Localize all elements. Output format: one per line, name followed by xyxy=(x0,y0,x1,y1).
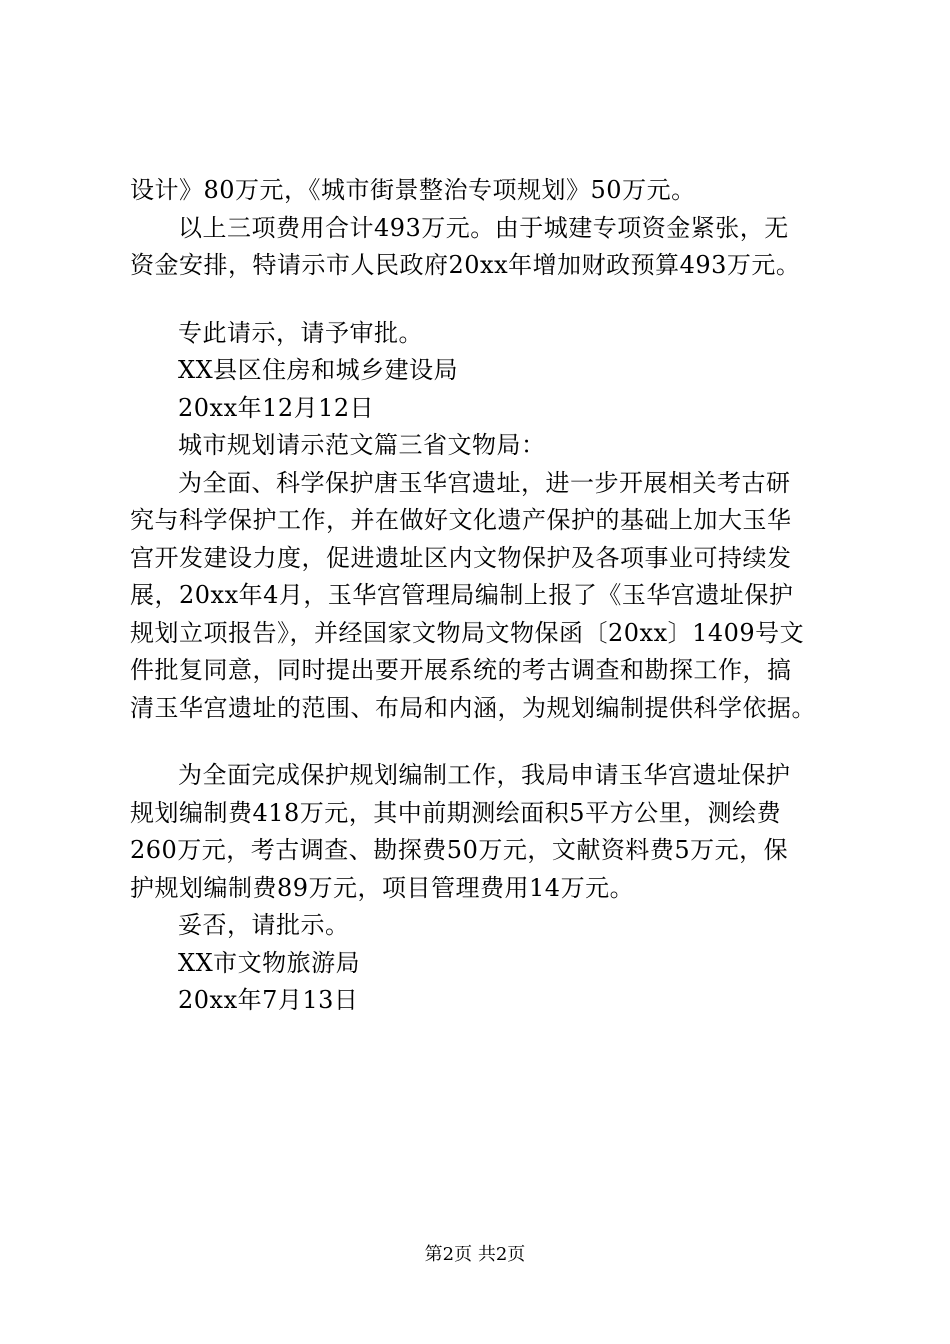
text-line: 为全面完成保护规划编制工作，我局申请玉华宫遗址保护 xyxy=(178,761,791,789)
text-line: XX市文物旅游局 xyxy=(178,948,361,977)
text-line: 资金安排，特请示市人民政府20xx年增加财政预算493万元。 xyxy=(130,251,801,279)
paragraph-1 xyxy=(130,172,830,210)
closing-request xyxy=(130,315,830,353)
signature-org-1 xyxy=(130,352,830,390)
text-line: 260万元，考古调查、勘探费50万元，文献资料费5万元，保 xyxy=(130,836,789,864)
text-line: 城市规划请示范文篇三省文物局： xyxy=(178,431,546,459)
text-line: 设计》80万元，《城市街景整治专项规划》50万元。 xyxy=(130,176,696,204)
text-line: 究与科学保护工作，并在做好文化遗产保护的基础上加大玉华 xyxy=(130,506,792,534)
paragraph-gap xyxy=(130,727,830,757)
signature-date-1 xyxy=(130,390,830,428)
paragraph-3 xyxy=(130,465,830,728)
text-line: 清玉华宫遗址的范围、布局和内涵，为规划编制提供科学依据。 xyxy=(130,693,816,722)
closing-request-2 xyxy=(130,907,830,945)
section-heading xyxy=(130,427,830,465)
text-line: 专此请示，请予审批。 xyxy=(178,318,423,347)
document-body xyxy=(130,172,830,1020)
text-line: 规划立项报告》，并经国家文物局文物保函〔20xx〕1409号文 xyxy=(130,618,805,647)
signature-date-2 xyxy=(130,982,830,1020)
text-line: 以上三项费用合计493万元。由于城建专项资金紧张，无 xyxy=(178,213,789,242)
text-line: 为全面、科学保护唐玉华宫遗址，进一步开展相关考古研 xyxy=(178,468,791,497)
text-line: XX县区住房和城乡建设局 xyxy=(178,356,459,384)
text-line: 件批复同意，同时提出要开展系统的考古调查和勘探工作，搞 xyxy=(130,656,792,684)
text-line: 妥否，请批示。 xyxy=(178,911,350,939)
text-line: 护规划编制费89万元，项目管理费用14万元。 xyxy=(130,873,635,902)
text-line: 20xx年12月12日 xyxy=(178,393,375,422)
text-line: 展，20xx年4月，玉华宫管理局编制上报了《玉华宫遗址保护 xyxy=(130,581,794,609)
paragraph-gap xyxy=(130,285,830,315)
signature-org-2 xyxy=(130,945,830,983)
page-number-footer: 第2页 共2页 xyxy=(424,1244,526,1265)
text-line: 20xx年7月13日 xyxy=(178,986,359,1014)
paragraph-4 xyxy=(130,757,830,907)
paragraph-2 xyxy=(130,210,830,285)
text-line: 规划编制费418万元，其中前期测绘面积5平方公里，测绘费 xyxy=(130,798,782,827)
text-line: 宫开发建设力度，促进遗址区内文物保护及各项事业可持续发 xyxy=(130,543,792,572)
